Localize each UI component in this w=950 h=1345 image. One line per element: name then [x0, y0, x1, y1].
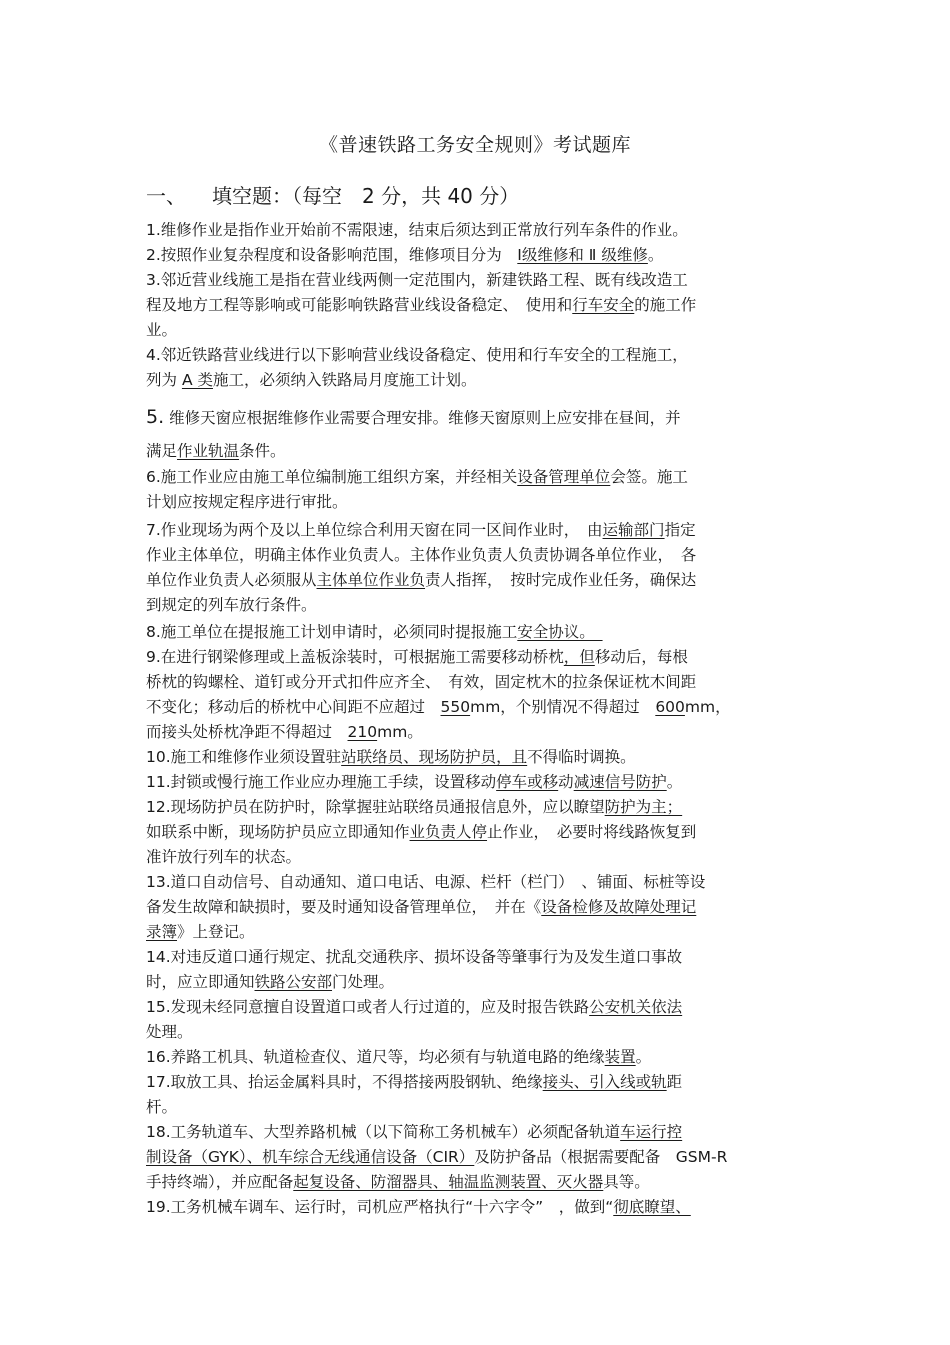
answer-blank: 设备检修及故障处理记 — [541, 898, 697, 916]
text-line — [146, 946, 682, 968]
answer-blank: 210 — [347, 723, 378, 741]
text-segment: 止作业， 必要时将线路恢复到 — [487, 823, 697, 841]
text-line — [146, 219, 688, 241]
text-segment: 动 — [558, 773, 574, 791]
text-segment: 13.道口自动信号、自动通知、道口电话、电源、栏杆（栏门） 、铺面、标桩等设 — [146, 873, 706, 891]
text-line — [146, 244, 663, 266]
text-segment: 10.施工和维修作业须设置驻 — [146, 748, 342, 766]
text-line — [146, 1196, 691, 1218]
answer-blank: 彻底瞭望、 — [613, 1198, 691, 1216]
text-segment: 处理。 — [146, 1023, 193, 1041]
text-segment: 。 — [666, 773, 683, 791]
text-segment: 会签。施工 — [610, 468, 688, 486]
text-segment: 门处理。 — [332, 973, 395, 991]
text-line — [146, 569, 696, 591]
text-segment: 如联系中断，现场防护员应立即通知作 — [146, 823, 410, 841]
text-segment: 备发生故障和缺损时，要及时通知设备管理单位， 并在《 — [146, 898, 542, 916]
answer-blank: 公安机关依法 — [589, 998, 683, 1016]
text-line — [146, 621, 603, 643]
answer-blank: 站联络员、现场防护员，且 — [341, 748, 528, 766]
text-segment: 程及地方工程等影响或可能影响铁路营业线设备稳定、 使用和 — [146, 296, 573, 314]
text-line — [146, 1021, 193, 1043]
text-line — [146, 406, 681, 429]
section-title: 填空题：（每空 2 分，共 40 分） — [212, 184, 520, 208]
text-segment: 维修天窗应根据维修作业需要合理安排。维修天窗原则上应安排在昼间，并 — [164, 409, 681, 427]
text-segment: 准许放行列车的状态。 — [146, 848, 302, 866]
section-heading — [146, 180, 519, 209]
text-line — [146, 294, 696, 316]
text-line — [146, 319, 177, 341]
text-line — [146, 1171, 650, 1193]
text-segment: 》上登记。 — [177, 923, 255, 941]
answer-blank: 业负责人停 — [409, 823, 488, 841]
text-segment: 列为 — [146, 371, 182, 389]
text-segment: 条件。 — [239, 442, 286, 460]
text-segment: mm。 — [377, 723, 423, 741]
text-line — [146, 466, 688, 488]
text-segment: 时，应立即通知 — [146, 973, 255, 991]
text-segment: 单位作业负责人必须服从 — [146, 571, 317, 589]
text-segment: mm，个别情况不得超过 — [470, 698, 656, 716]
text-segment: 17.取放工具、抬运金属料具时，不得搭接两股钢轨、绝缘 — [146, 1073, 543, 1091]
text-segment: 而接头处桥枕净距不得超过 — [146, 723, 348, 741]
text-segment: 。 — [647, 246, 664, 264]
answer-blank: 停车或移 — [496, 773, 559, 791]
text-segment: 9.在进行钢梁修理或上盖板涂装时，可根据施工需要移动桥枕 — [146, 648, 564, 666]
text-segment: 12.现场防护员在防护时，除掌握驻站联络员通报信息外，应以瞭望 — [146, 798, 605, 816]
text-segment: 具等。 — [603, 1173, 650, 1191]
text-segment: 4.邻近铁路营业线进行以下影响营业线设备稳定、使用和行车安全的工程施工， — [146, 346, 688, 364]
text-segment: 杆。 — [146, 1098, 178, 1116]
text-segment: 手持终端），并应配备 — [146, 1173, 294, 1191]
text-line — [146, 896, 696, 918]
text-line — [146, 646, 688, 668]
text-line — [146, 369, 476, 391]
text-segment: 1.维修作业是指作业开始前不需限速，结束后须达到正常放行列车条件的作业。 — [146, 221, 688, 239]
text-segment: 15.发现未经同意擅自设置道口或者人行过道的，应及时报告铁路 — [146, 998, 590, 1016]
text-segment: 业。 — [146, 321, 178, 339]
text-line — [146, 721, 423, 743]
text-line — [146, 871, 705, 893]
section-number: 一、 — [146, 184, 186, 208]
answer-blank: 行车安全 — [572, 296, 635, 314]
text-segment: 14.对违反道口通行规定、扰乱交通秩序、损坏设备等肇事行为及发生道口事故 — [146, 948, 683, 966]
text-line — [146, 1096, 177, 1118]
text-segment: 作业主体单位，明确主体作业负责人。主体作业负责人负责协调各单位作业， 各 — [146, 546, 697, 564]
text-segment: 5. — [146, 406, 165, 428]
text-segment: 的施工作 — [634, 296, 697, 314]
text-segment: 18.工务轨道车、大型养路机械（以下简称工务机械车）必须配备轨道 — [146, 1123, 621, 1141]
text-line — [146, 821, 696, 843]
answer-blank: 制设备（GYK）、机车综合无线通信设备（CIR） — [146, 1148, 475, 1166]
text-segment: 6.施工作业应由施工单位编制施工组织方案，并经相关 — [146, 468, 518, 486]
answer-blank: 装置 — [604, 1048, 636, 1066]
text-segment: 8.施工单位在提报施工计划申请时，必须同时提报施工 — [146, 623, 518, 641]
text-segment: 7.作业现场为两个及以上单位综合利用天窗在同一区间作业时， 由 — [146, 521, 603, 539]
answer-blank: 作业轨温 — [177, 442, 240, 460]
answer-blank: ，但 — [563, 648, 595, 666]
text-segment: 到规定的列车放行条件。 — [146, 596, 317, 614]
text-segment: 不变化；移动后的桥枕中心间距不应超过 — [146, 698, 441, 716]
text-line — [146, 671, 696, 693]
text-line — [146, 971, 394, 993]
text-segment: 不得临时调换。 — [527, 748, 636, 766]
text-line — [146, 1146, 727, 1168]
text-line — [146, 1046, 651, 1068]
text-segment: 桥枕的钩螺栓、道钉或分开式扣件应齐全、 有效，固定枕木的拉条保证枕木间距 — [146, 673, 697, 691]
text-line — [146, 771, 682, 793]
answer-blank: 车运行控 — [620, 1123, 683, 1141]
text-line — [146, 344, 688, 366]
text-line — [146, 921, 255, 943]
text-segment: 11.封锁或慢行施工作业应办理施工手续，设置移动 — [146, 773, 497, 791]
text-line — [146, 1121, 682, 1143]
text-segment: 距 — [666, 1073, 683, 1091]
text-line — [146, 996, 682, 1018]
text-line — [146, 746, 636, 768]
text-segment: 施工，必须纳入铁路局月度施工计划。 — [212, 371, 477, 389]
answer-blank: 主体单位作业负 — [316, 571, 426, 589]
text-segment: 19.工务机械车调车、运行时，司机应严格执行“十六字令” ，做到“ — [146, 1198, 614, 1216]
text-line — [146, 440, 286, 462]
text-segment: 及防护备品（根据需要配备 GSM-R — [474, 1148, 728, 1166]
text-segment: 计划应按规定程序进行审批。 — [146, 493, 348, 511]
answer-blank: 550 — [440, 698, 471, 716]
text-segment: 移动后，每根 — [594, 648, 688, 666]
text-line — [146, 269, 688, 291]
answer-blank: 录簿 — [146, 923, 178, 941]
text-segment: 3.邻近营业线施工是指在营业线两侧一定范围内，新建铁路工程、既有线改造工 — [146, 271, 688, 289]
text-line — [146, 491, 348, 513]
text-segment: 16.养路工机具、轨道检查仪、道尺等，均必须有与轨道电路的绝缘 — [146, 1048, 605, 1066]
answer-blank: 设备管理单位 — [517, 468, 611, 486]
text-line — [146, 796, 682, 818]
answer-blank: 安全协议。 — [517, 623, 603, 641]
text-segment: 。 — [635, 1048, 652, 1066]
answer-blank: 运输部门 — [602, 521, 665, 539]
answer-blank: 起复设备、防溜器具、轴温监测装置、灭火器 — [293, 1173, 604, 1191]
answer-blank: 铁路公安部 — [254, 973, 333, 991]
answer-blank: A 类 — [181, 371, 213, 389]
text-segment: 2.按照作业复杂程度和设备影响范围，维修项目分为 — [146, 246, 518, 264]
answer-blank: 接头、引入线或轨 — [542, 1073, 667, 1091]
text-line — [146, 696, 731, 718]
text-segment: 满足 — [146, 442, 178, 460]
text-segment: mm， — [684, 698, 731, 716]
text-line — [146, 594, 317, 616]
answer-blank: 减速信号防护 — [573, 773, 667, 791]
text-line — [146, 544, 696, 566]
answer-blank: 防护为主； — [604, 798, 683, 816]
text-line — [146, 846, 301, 868]
text-segment: 责人指挥， 按时完成作业任务，确保达 — [425, 571, 697, 589]
text-segment: 指定 — [664, 521, 696, 539]
text-line — [146, 519, 696, 541]
answer-blank: 600 — [655, 698, 685, 716]
document-title: 《普速铁路工务安全规则》考试题库 — [318, 134, 631, 156]
answer-blank: Ⅰ级维修和 Ⅱ 级维修 — [517, 246, 648, 264]
text-line — [146, 1071, 682, 1093]
